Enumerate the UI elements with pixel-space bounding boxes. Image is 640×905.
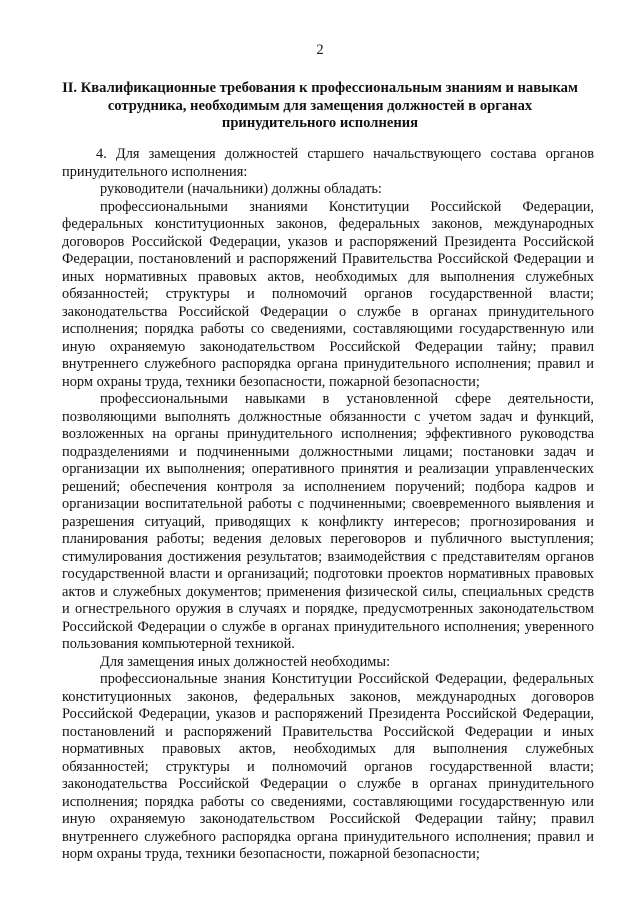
- paragraph-other-knowledge: профессиональные знания Конституции Российской Федерации, федеральных конституционных законов, федеральных законов, международных договоров Российской Федерации, указов и распоряжений Президента Российской Федерации, постановлений и распоряжений Правительства Российской Федерации и иных нормативных правовых актов, необходимых для выполнения служебных обязанностей; структуры и полномочий органов государственной власти; законодательства Российской Федерации о службе в органах принудительного исполнения; порядка работы со сведениями, составляющими государственную или иную охраняемую законодательством Российской Федерации тайну; правил внутреннего служебного распорядка органа принудительного исполнения; правил и норм охраны труда, техники безопасности, пожарной безопасности;: [62, 671, 594, 862]
- paragraph-heads-skills: профессиональными навыками в установленной сфере деятельности, позволяющими выполнять должностные обязанности с учетом задач и функций, возложенных на органы принудительного исполнения; эффективного руководства подразделениями и подчиненными должностными лицами; постановки задач и организации их выполнения; оперативного принятия и реализации управленческих решений; обеспечения контроля за исполнением поручений; подбора кадров и организации воспитательной работы с подчиненными; своевременного выявления и разрешения ситуаций, приводящих к конфликту интересов; прогнозирования и планирования работы; ведения деловых переговоров и публичного выступления; стимулирования достижения результатов; взаимодействия с представителям органов государственной власти и организаций; подготовки проектов нормативных правовых актов и служебных документов; применения физической силы, специальных средств и огнестрельного оружия в случаях и порядке, предусмотренных законодательством Российской Федерации о службе в органах принудительного исполнения; уверенного пользования компьютерной техникой.: [62, 391, 594, 652]
- section-title: II. Квалификационные требования к профессиональным знаниям и навыкам сотрудника, необходимым для замещения должностей в органах принудительного исполнения: [62, 80, 578, 131]
- paragraph-heads-intro: руководители (начальники) должны обладать:: [100, 181, 382, 197]
- paragraph-heads-knowledge: профессиональными знаниями Конституции Российской Федерации, федеральных конституционных законов, федеральных законов, международных договоров Российской Федерации, указов и распоряжений Президента Российской Федерации, постановлений и распоряжений Правительства Российской Федерации и иных нормативных правовых актов, необходимых для выполнения служебных обязанностей; структуры и полномочий органов государственной власти; законодательства Российской Федерации о службе в органах принудительного исполнения; порядка работы со сведениями, составляющими государственную или иную охраняемую законодательством Российской Федерации тайну; правил внутреннего служебного распорядка органа принудительного исполнения; правил и норм охраны труда, техники безопасности, пожарной безопасности;: [62, 198, 594, 390]
- page-number: 2: [316, 42, 324, 58]
- document-body: [62, 146, 594, 864]
- paragraph-item-4: 4. Для замещения должностей старшего начальствующего состава органов принудительного исполнения:: [62, 146, 594, 180]
- paragraph-other-intro: Для замещения иных должностей необходимы:: [100, 653, 391, 670]
